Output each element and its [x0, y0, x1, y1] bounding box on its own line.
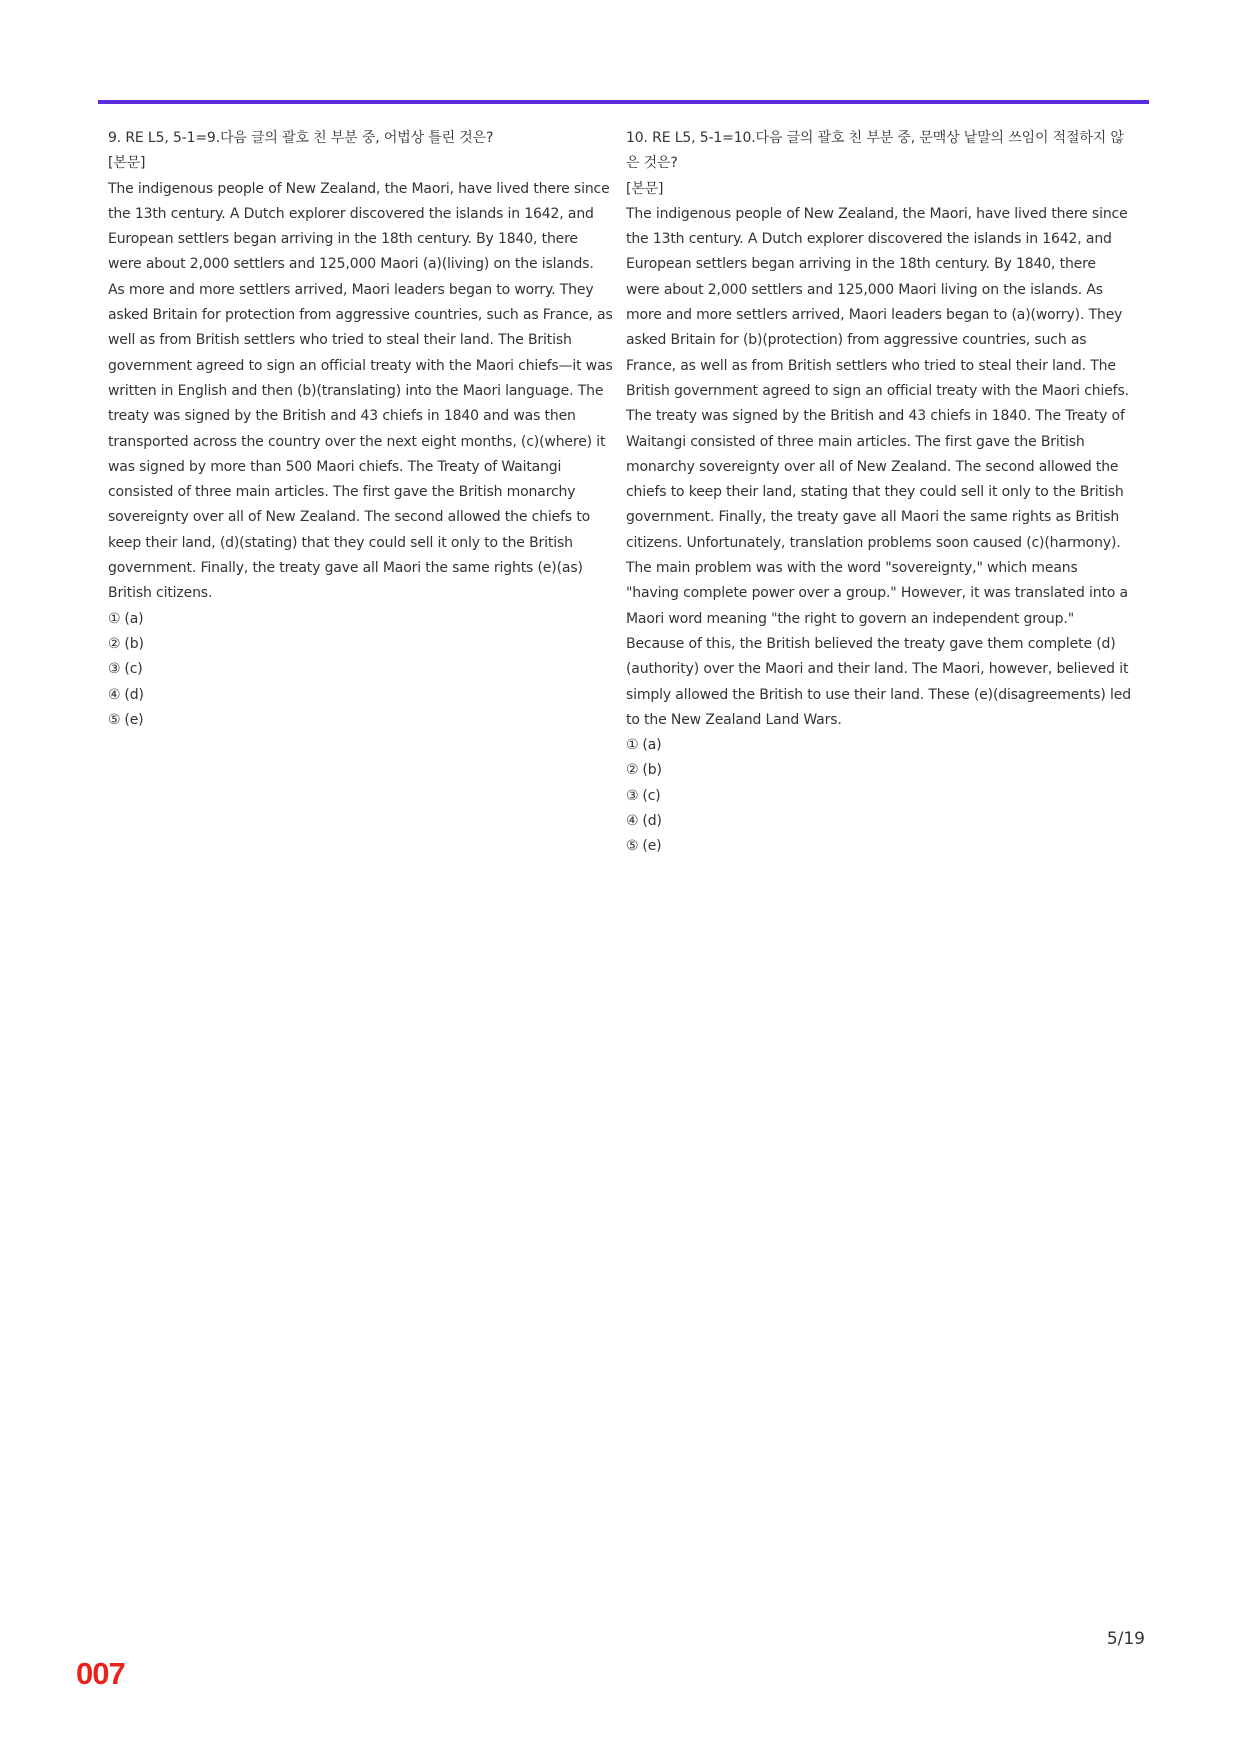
question-9-passage: The indigenous people of New Zealand, the Maori, have lived there since the 13th century. A Dutch explorer discovered the islands in 1642, and European settlers began arriving in the 18th century. By 1840, there were about 2,000 settlers and 125,000 Maori (a)(living) on the islands. As more and more settlers arrived, Maori leaders began to worry. They asked Britain for protection from aggressive countries, such as France, as well as from British settlers who tried to steal their land. The British government agreed to sign an official treaty with the Maori chiefs—it was written in English and then (b)(translating) into the Maori language. The treaty was signed by the British and 43 chiefs in 1840 and was then transported across the country over the next eight months, (c)(where) it was signed by more than 500 Maori chiefs. The Treaty of Waitangi consisted of three main articles. The first gave the British monarchy sovereignty over all of New Zealand. The second allowed the chiefs to keep their land, (d)(stating) that they could sell it only to the British government. Finally, the treaty gave all Maori the same rights (e)(as) British citizens. — [108, 180, 613, 602]
option-number: ① — [626, 737, 639, 754]
option-label: (a) — [642, 737, 662, 754]
question-9-passage-tag: [본문] — [108, 155, 146, 172]
option-number: ⑤ — [626, 838, 639, 855]
answer-option[interactable] — [626, 834, 1131, 859]
option-number: ② — [626, 762, 639, 779]
question-10-passage: The indigenous people of New Zealand, the Maori, have lived there since the 13th century. A Dutch explorer discovered the islands in 1642, and European settlers began arriving in the 18th century. By 1840, there were about 2,000 settlers and 125,000 Maori living on the islands. As more and more settlers arrived, Maori leaders began to (a)(worry). They asked Britain for (b)(protection) from aggressive countries, such as France, as well as from British settlers who tried to steal their land. The British government agreed to sign an official treaty with the Maori chiefs. The treaty was signed by the British and 43 chiefs in 1840. The Treaty of Waitangi consisted of three main articles. The first gave the British monarchy sovereignty over all of New Zealand. The second allowed the chiefs to keep their land, stating that they could sell it only to the British government. Finally, the treaty gave all Maori the same rights as British citizens. Unfortunately, translation problems soon caused (c)(harmony). The main problem was with the word "sovereignty," which means "having complete power over a group." However, it was translated into a Maori word meaning "the right to govern an independent group." Because of this, the British believed the treaty gave them complete (d)(authority) over the Maori and their land. The Maori, however, believed it simply allowed the British to use their land. These (e)(disagreements) led to the New Zealand Land Wars. — [626, 205, 1131, 728]
answer-option[interactable] — [108, 708, 613, 733]
option-number: ③ — [108, 661, 121, 678]
option-label: (d) — [642, 813, 662, 830]
answer-option[interactable] — [108, 632, 613, 657]
brand-logo: 007 — [76, 1656, 125, 1691]
answer-option[interactable] — [626, 758, 1131, 783]
option-number: ⑤ — [108, 711, 121, 728]
option-label: (e) — [124, 711, 144, 728]
answer-option[interactable] — [108, 657, 613, 682]
option-label: (c) — [124, 661, 143, 678]
option-number: ④ — [626, 813, 639, 830]
question-10-passage-tag: [본문] — [626, 180, 664, 197]
option-number: ④ — [108, 686, 121, 703]
answer-option[interactable] — [626, 784, 1131, 809]
option-number: ③ — [626, 787, 639, 804]
option-label: (d) — [124, 686, 144, 703]
option-label: (c) — [642, 787, 661, 804]
option-label: (e) — [642, 838, 662, 855]
question-10 — [626, 126, 1131, 860]
answer-option[interactable] — [108, 607, 613, 632]
option-number: ① — [108, 610, 121, 627]
question-10-options — [626, 733, 1131, 859]
question-9-options — [108, 607, 613, 733]
header-rule — [98, 100, 1149, 104]
option-label: (b) — [124, 635, 144, 652]
option-label: (a) — [124, 610, 144, 627]
option-number: ② — [108, 635, 121, 652]
answer-option[interactable] — [626, 733, 1131, 758]
question-9 — [108, 126, 613, 733]
question-9-title: 9. RE L5, 5-1=9.다음 글의 괄호 친 부분 중, 어법상 틀린 것은? — [108, 130, 494, 146]
page-number: 5/19 — [1106, 1629, 1145, 1649]
option-label: (b) — [642, 762, 662, 779]
question-10-title: 10. RE L5, 5-1=10.다음 글의 괄호 친 부분 중, 문맥상 낱말의 쓰임이 적절하지 않은 것은? — [626, 130, 1124, 172]
answer-option[interactable] — [108, 683, 613, 708]
answer-option[interactable] — [626, 809, 1131, 834]
